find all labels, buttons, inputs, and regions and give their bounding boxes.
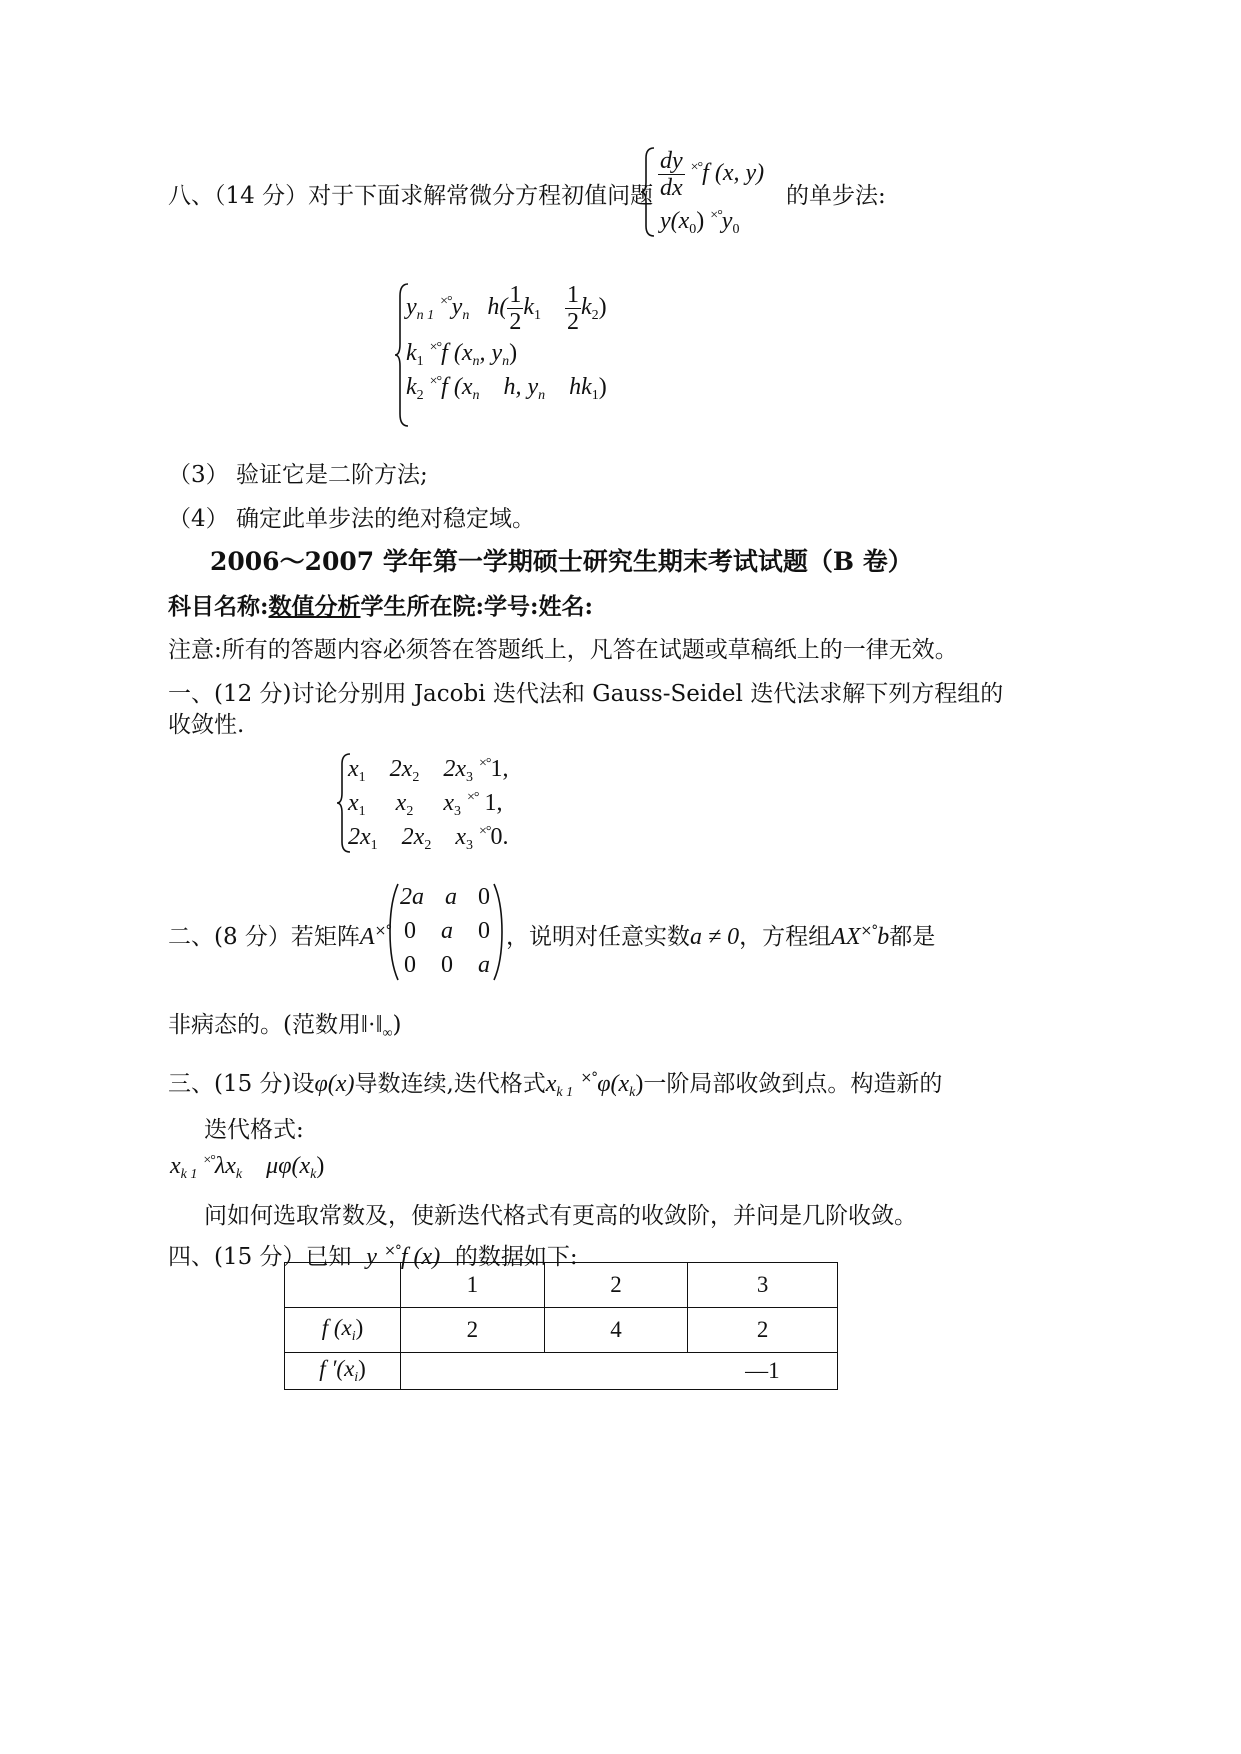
- table-cell: 4: [544, 1308, 688, 1353]
- q1-sys-row1: $x_1$ $2x_2$ $2x_3$ ×°1,: [348, 756, 509, 785]
- q3-new-iteration: $x_{k 1}$ $^{\times^\circ}\lambda x_k$ $\mu\varphi(x_k)$: [170, 1153, 325, 1182]
- q4-prefix: 四、(15 分）已知 y ×°f (x) 的数据如下:: [168, 1243, 578, 1270]
- q8-item4: （4） 确定此单步法的绝对稳定域。: [168, 506, 535, 532]
- q2-rest: ，说明对任意实数a ≠ 0，方程组AX×°b都是: [506, 923, 936, 950]
- q1-sys-row2: $x_1$ $x_2$ $x_3$ ×° 1,: [348, 790, 503, 819]
- table-row: [285, 1353, 838, 1390]
- q3-line4: 问如何选取常数及，使新迭代格式有更高的收敛阶，并问是几阶收敛。: [204, 1203, 917, 1229]
- q2-matrix-right-paren: [492, 882, 504, 982]
- table-row: [285, 1308, 838, 1353]
- table-cell: 1: [401, 1263, 545, 1308]
- subject-label: 科目名称:: [168, 593, 269, 620]
- q2-matrix-left-paren: [388, 882, 400, 982]
- q8-ode-line1: $\frac{dy}{dx}$ ×°f (x, y): [660, 148, 765, 201]
- table-cell: —1: [688, 1353, 838, 1390]
- q8-ode-line2: $y(x_0)$ $^{\times^\circ}y_0$: [660, 208, 740, 237]
- table-cell: [401, 1353, 688, 1390]
- q8-scheme-line1: $y_{n 1}$ $^{\times^\circ}y_n$ h( $\frac{1}{2}$ $k_1$ $\frac{1}{2}$ $k_2$): [406, 282, 607, 335]
- q1-line2: 收敛性.: [168, 712, 245, 738]
- q8-item3: （3） 验证它是二阶方法;: [168, 462, 428, 488]
- q8-suffix: 的单步法:: [786, 183, 886, 209]
- table-cell: 2: [401, 1308, 545, 1353]
- q1-sys-row3: $2x_1$ $2x_2$ $x_3$ ×°0.: [348, 824, 509, 853]
- q8-ode-brace: [640, 146, 656, 238]
- q8-scheme-line2: $k_1$ ×°f ($x_n$, $y_n$): [406, 340, 518, 369]
- q2-prefix: 二、(8 分）若矩阵A×°: [168, 923, 392, 950]
- table-row: [285, 1263, 838, 1308]
- q4-data-table: [284, 1262, 838, 1390]
- exam-title: 2006～2007 学年第一学期硕士研究生期末考试试题（B 卷）: [210, 547, 913, 576]
- subject-name: 数值分析: [268, 593, 361, 620]
- q3-line2: 迭代格式:: [204, 1117, 304, 1143]
- table-cell: 3: [688, 1263, 838, 1308]
- eq-sign: ×°: [690, 160, 703, 176]
- table-cell: 2: [544, 1263, 688, 1308]
- q8-scheme-line3: $k_2$ ×°f ($x_n$ h, $y_n$ $hk_1$): [406, 374, 607, 403]
- table-row-label: f $'(x_i)$: [285, 1353, 401, 1390]
- q8-prefix: 八、（14 分）对于下面求解常微分方程初值问题: [168, 183, 654, 209]
- table-row-label: f $(x_i)$: [285, 1308, 401, 1353]
- subject-rest: 学生所在院:学号:姓名:: [360, 593, 593, 620]
- table-cell: [285, 1263, 401, 1308]
- q3-line1: 三、(15 分)设φ(x)导数连续,迭代格式$x_{k 1}$ $^{\times^\circ}\varphi(x_k)$一阶局部收敛到点。构造新的: [168, 1070, 943, 1100]
- subject-line: [168, 588, 593, 621]
- notice: 注意:所有的答题内容必须答在答题纸上，凡答在试题或草稿纸上的一律无效。: [168, 637, 958, 663]
- table-cell: 2: [688, 1308, 838, 1353]
- q2-line2: 非病态的。(范数用$‖\cdot‖_\infty$): [168, 1012, 402, 1041]
- q2-matrix: 2a a 0 0 a 0 0 0 a: [400, 884, 490, 978]
- q1-line1: 一、(12 分)讨论分别用 Jacobi 迭代法和 Gauss-Seidel 迭代法求解下列方程组的: [168, 681, 1004, 707]
